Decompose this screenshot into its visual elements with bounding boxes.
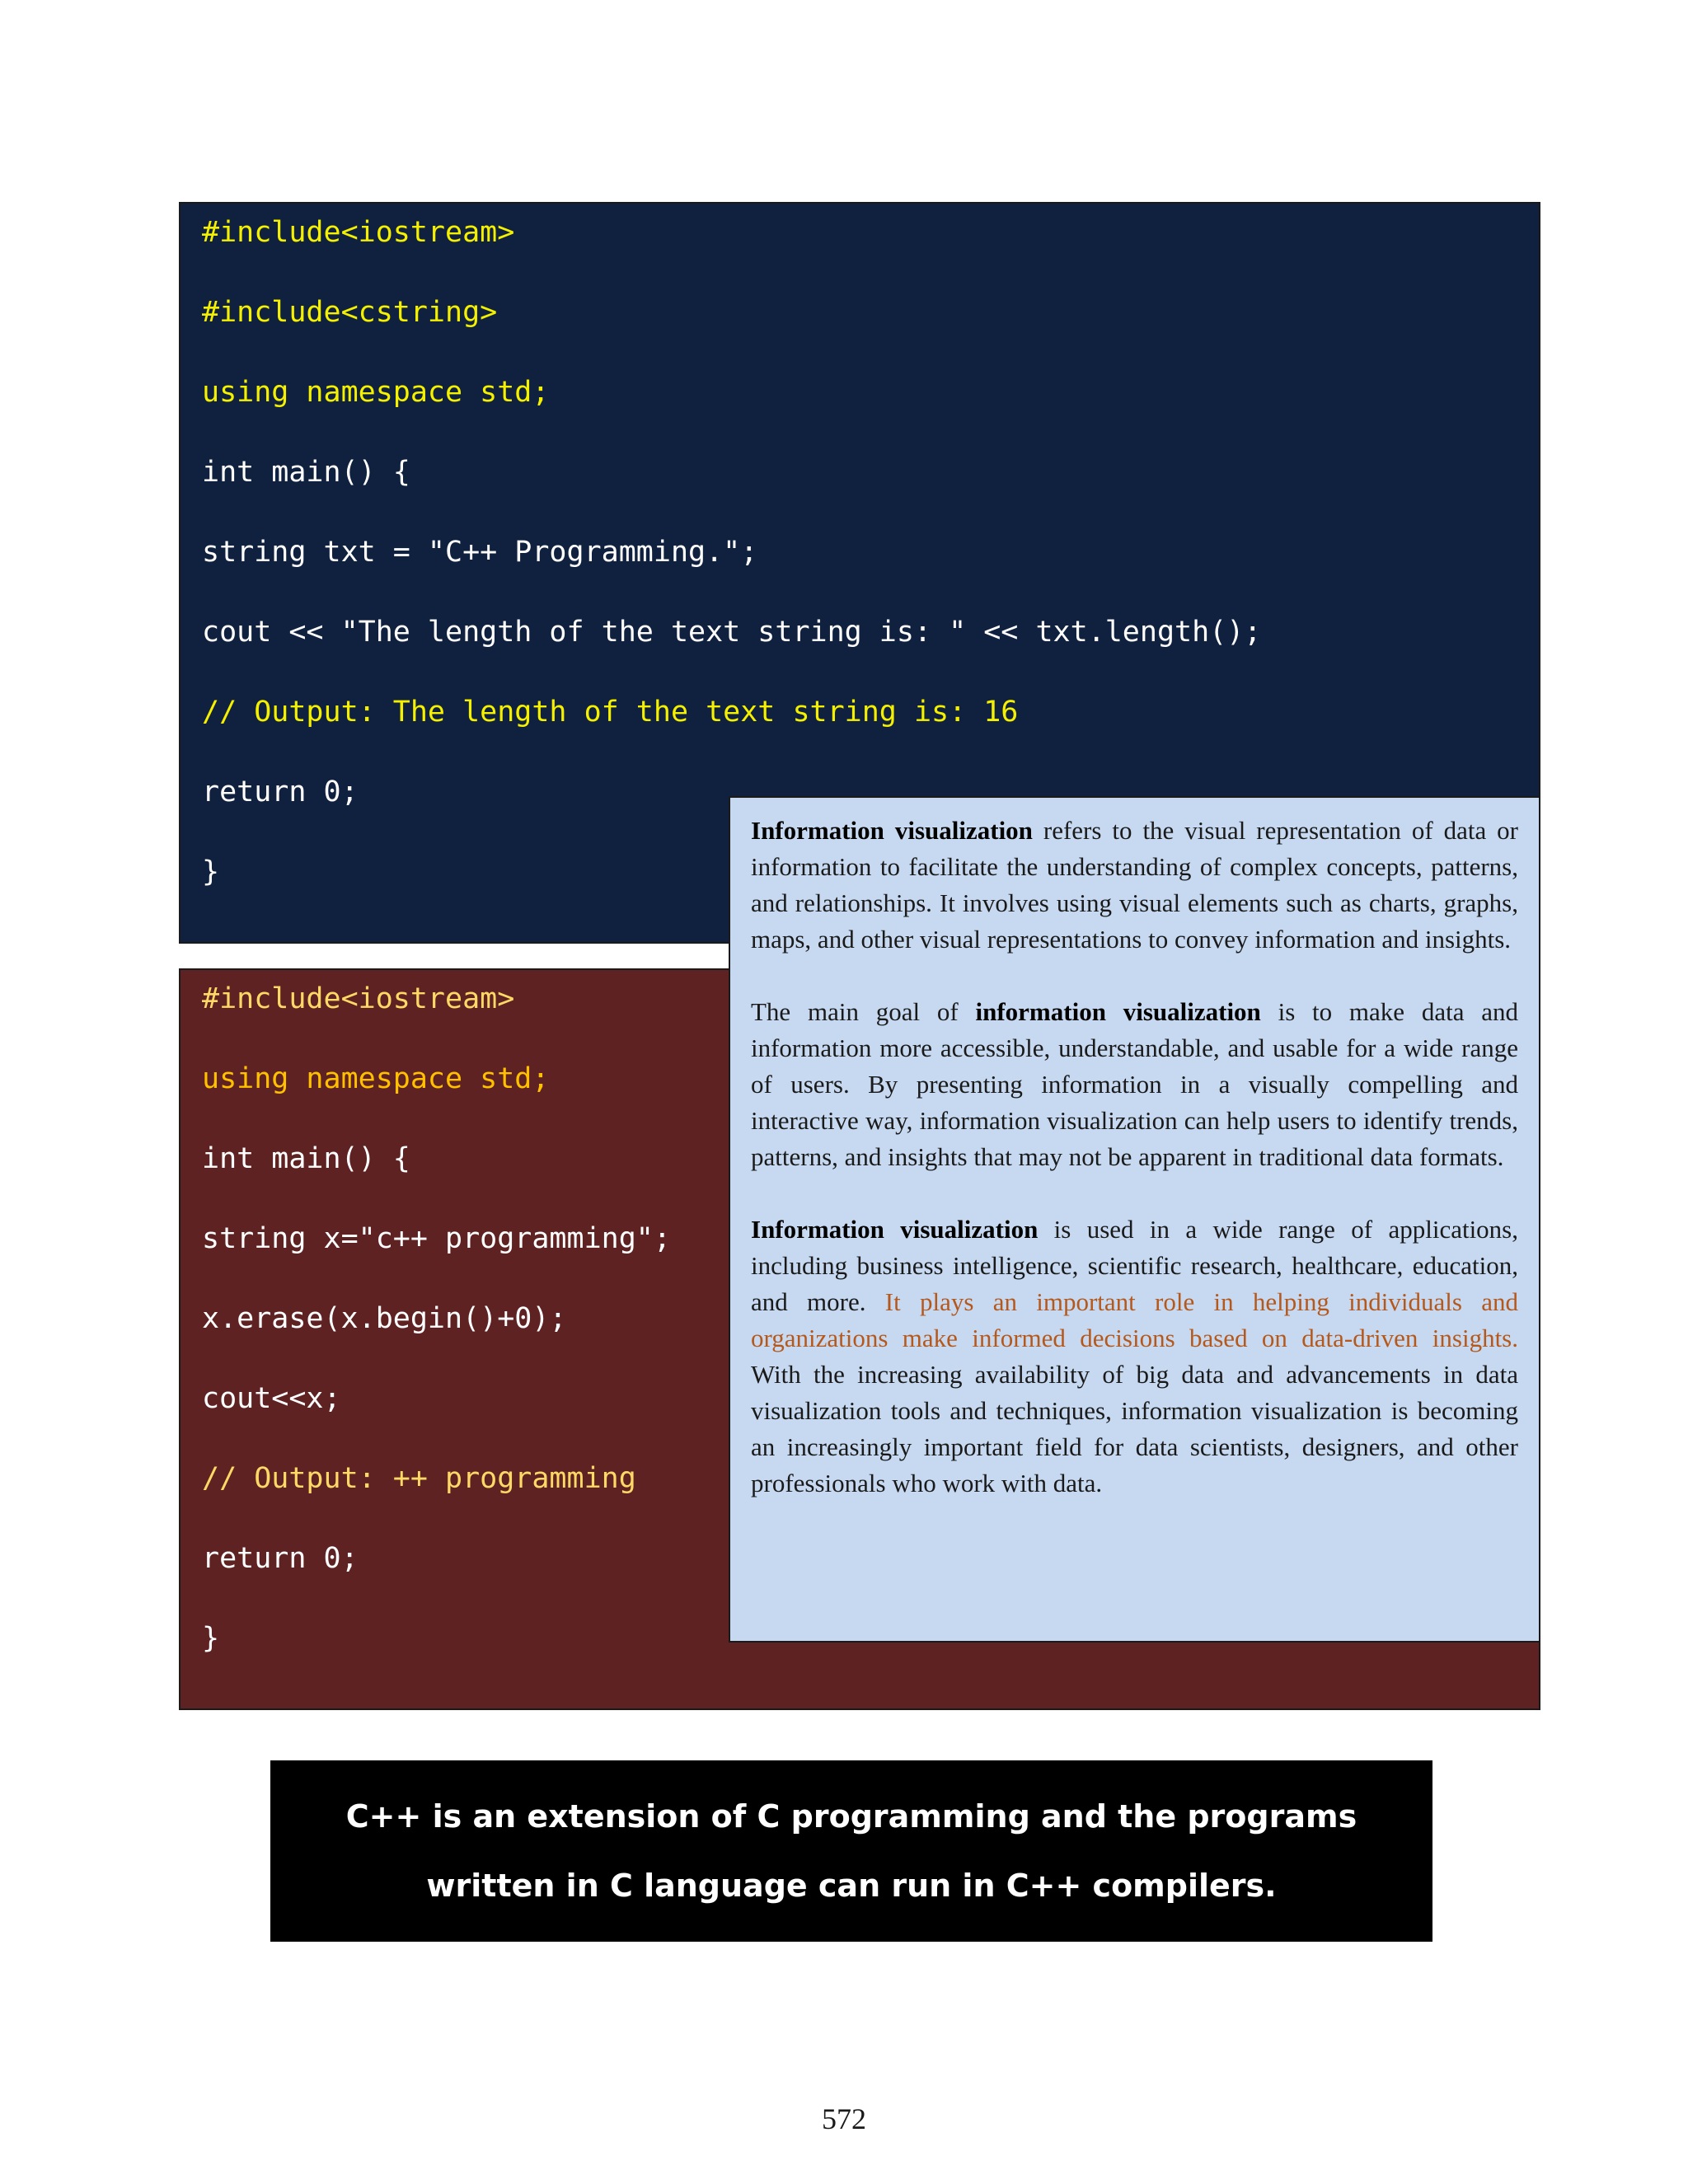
info-text: is used in a wide range of applications, including business intelligence, scientific research, healthcare, education, and more. <box>751 1215 1519 1316</box>
banner-line-1: C++ is an extension of C programming and the programs <box>345 1798 1357 1835</box>
code-line: string x="c++ programming"; <box>202 1222 671 1255</box>
code-line: #include<iostream> <box>202 216 515 249</box>
code-line: cout << "The length of the text string is: " << txt.length(); <box>202 616 1262 649</box>
code-comment: // Output: ++ programming <box>202 1462 636 1495</box>
info-highlight-text: It plays an important role in helping individuals and organizations make informed decisions based on data-driven insights. <box>751 1287 1518 1352</box>
code-line: using namespace std; <box>202 1062 550 1095</box>
info-visualization-textbox <box>729 796 1540 1643</box>
code-line: } <box>202 1622 220 1655</box>
code-line: cout<<x; <box>202 1382 341 1415</box>
code-line: } <box>202 855 220 888</box>
info-text: refers to the visual representation of data or information to facilitate the understanding of complex concepts, patterns, and relationships. It involves using visual elements such as charts, graphs, maps, and other visual representations to convey information and insights. <box>751 816 1518 954</box>
banner-line-2: written in C language can run in C++ compilers. <box>426 1868 1277 1904</box>
info-paragraph-applications <box>751 1212 1518 1502</box>
info-term: Information visualization <box>751 1215 1039 1244</box>
code-line: #include<iostream> <box>202 982 515 1015</box>
info-paragraph-goal <box>751 994 1518 1175</box>
cpp-note-banner <box>270 1760 1432 1942</box>
info-text: is to make data and information more accessible, understandable, and usable for a wide range of users. By presenting information in a visually compelling and interactive way, information visualization can help users to identify trends, patterns, and insights that may not be apparent in traditional data formats. <box>751 997 1518 1171</box>
code-comment: // Output: The length of the text string is: 16 <box>202 696 1019 729</box>
code-line: #include<cstring> <box>202 296 498 329</box>
info-text: The main goal of <box>751 997 976 1026</box>
code-line: int main() { <box>202 1142 410 1175</box>
info-text: With the increasing availability of big data and advancements in data visualization tools and techniques, information visualization is becoming an increasingly important field for data scientists, designers, and other professionals who work with data. <box>751 1360 1518 1497</box>
info-term: Information visualization <box>751 816 1033 845</box>
info-term: information visualization <box>975 997 1261 1026</box>
code-line: int main() { <box>202 456 410 489</box>
info-paragraph-definition <box>751 813 1518 958</box>
code-line: string txt = "C++ Programming."; <box>202 536 758 569</box>
code-line: using namespace std; <box>202 376 550 409</box>
code-line: return 0; <box>202 776 359 808</box>
code-line: x.erase(x.begin()+0); <box>202 1302 567 1335</box>
page-number: 572 <box>822 2102 866 2135</box>
code-line: return 0; <box>202 1542 359 1575</box>
